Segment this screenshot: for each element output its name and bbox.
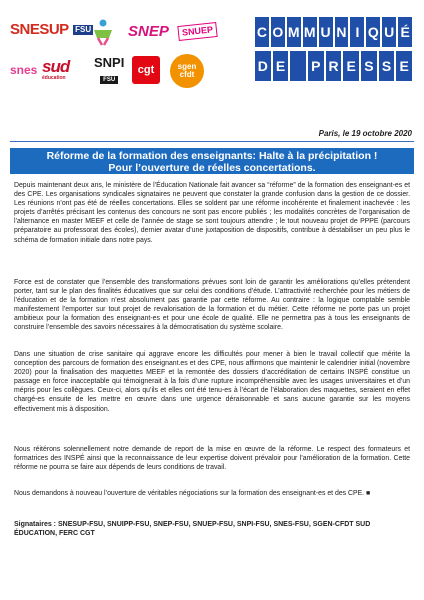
union-logos bbox=[10, 10, 220, 110]
snuep-logo: SNUEP bbox=[178, 22, 217, 39]
header-divider bbox=[10, 141, 414, 142]
sgen-cfdt-logo: sgen cfdt bbox=[170, 54, 204, 88]
snpi-logo: SNPI FSU bbox=[94, 55, 125, 83]
title-line-1: Réforme de la formation des enseignants: Halte à la précipitation ! bbox=[46, 150, 378, 162]
title-banner bbox=[10, 148, 414, 174]
signatories bbox=[14, 520, 410, 539]
press-row-2: D E P R E S S E bbox=[255, 51, 412, 81]
snuipp-figure-icon bbox=[90, 18, 116, 46]
title-line-2: Pour l’ouverture de réelles concertations. bbox=[108, 162, 316, 174]
snep-logo: SNEP bbox=[128, 23, 169, 40]
paragraph-5: Nous demandons à nouveau l’ouverture de véritables négociations sur la formation des enseignant-es et des CPE. ■ bbox=[14, 490, 371, 497]
signatories-list: SNESUP-FSU, SNUIPP-FSU, SNEP-FSU, SNUEP-FSU, SNPI-FSU, SNES-FSU, SGEN-CFDT SUD ÉDUCATION, FERC CGT bbox=[14, 521, 371, 538]
press-row-1: C O M M U N I Q U É bbox=[255, 17, 412, 47]
paragraph-4: Nous réitérons solennellement notre demande de report de la mise en œuvre de la réforme. Le respect des formateurs et formatrices des INSPÉ ainsi que la reconnaissance de leur expertise doivent prévaloir pour l’amélioration de la formation. Cette réforme ne pourra se faire aux dépends de leurs conditions de travail. bbox=[14, 446, 410, 472]
snuipp-logo bbox=[90, 18, 116, 46]
document-date: Paris, le 19 octobre 2020 bbox=[318, 129, 412, 138]
paragraph-3: Dans une situation de crise sanitaire qui aggrave encore les difficultés pour mener à bien le travail collectif que mérite la conception des parcours de formation des enseignant.es et des CPE, nous affirmons que maintenir le calendrier initial (novembre 2020) pour la finalisation des maquettes MEEF et la remontée des dossiers d’accréditation de certains INSPÉ constitue un passage en force inacceptable qui témoignerait à la fois d’une rupture incompréhensible avec les usages universitaires et d’un mépris pour les collègues. Ceux-ci, alors qu’ils et elles ont été tenu-es à l’écart de l’élaboration des maquettes, seraient en effet chargé-es ensuite de les mettre en œuvre dans une urgence déraisonnable et sans aucune garantie sur les moyens effectivement mis à disposition. bbox=[14, 351, 410, 413]
press-release-banner bbox=[255, 17, 412, 83]
paragraph-1: Depuis maintenant deux ans, le ministère de l’Éducation Nationale fait avancer sa “réforme” de la formation des enseignant-es et des CPE. Les organisations syndicales signataires ne peuvent que constater la grande confusion dans la gestion de ce dossier. Les réunions n’ont pas été de réelles concertations. Elles se soldent par une réforme incohérente et finalement inachevée : les projets d’arrêtés précisant les contenus des concours ne sont pas encore publiés ; les modalités concrètes de l’organisation de l’alternance en master MEEF et celle de l’année de stage se sont toujours attendre ; le tout nouveau projet de PPPE (parcours préparatoire au professorat des écoles), dernier avatar d’une juxtaposition de dispositifs, contribue à déstabiliser un peu plus le schéma de formation initiale dans notre pays. bbox=[14, 182, 410, 244]
signatories-label: Signataires : bbox=[14, 521, 57, 528]
snes-logo: snes bbox=[10, 63, 38, 77]
snesup-logo: SNESUP FSU bbox=[10, 21, 92, 38]
cgt-logo: cgt bbox=[132, 56, 160, 84]
sud-education-logo: sud éducation bbox=[42, 57, 70, 81]
paragraph-2: Force est de constater que l’ensemble des transformations prévues sont loin de garantir les améliorations qu’elles prétendent porter, tant sur le plan des finalités éducatives que sur celui des conditions d’étude. L’attractivité recherchée pour les métiers de l’éducation et de la formation n’est absolument pas garantie par cette réforme. Au contraire : la logique comptable semble manifestement l’emporter sur tout projet de revalorisation de la formation et du métier. Cette réforme ne porte pas un projet ambitieux pour la formation des enseignant-es et pour une école de qualité. Elle ne permettra pas à tous les enseignants de construire l’ensemble des savoirs nécessaires à la démocratisation du système scolaire. bbox=[14, 279, 410, 332]
